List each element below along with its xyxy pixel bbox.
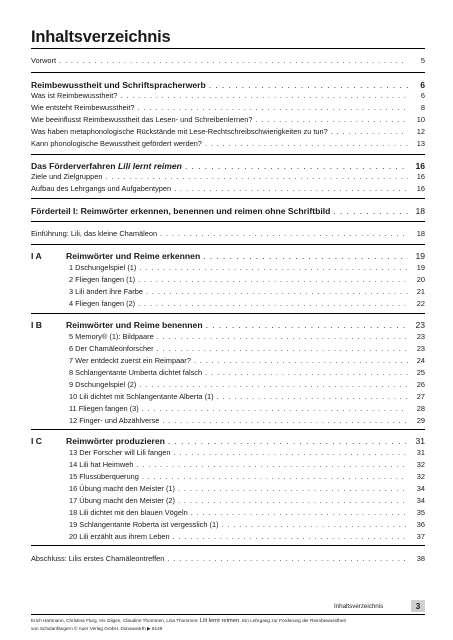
toc-entry-label: 17 Übung macht den Meister (2): [69, 496, 175, 505]
toc-entry[interactable]: [69, 508, 425, 518]
toc-entry-label: Was haben metaphonologische Rückstände mit Lese-Rechtschreibschwierigkeiten zu tun?: [31, 127, 328, 136]
page-number-badge: 3: [411, 600, 425, 612]
toc-page-number: 6: [420, 91, 425, 100]
toc-page-number: 24: [416, 356, 425, 365]
toc-entry-label: 2 Fliegen fangen (1): [69, 275, 136, 284]
toc-section-foerderverfahren[interactable]: [31, 160, 425, 172]
dot-leader: [138, 103, 408, 113]
toc-entry-label-text: Reimwörter und Reime erkennen: [66, 251, 201, 261]
toc-section-ic[interactable]: [31, 435, 425, 447]
section-rule: [31, 313, 425, 314]
toc-entry[interactable]: [69, 484, 425, 494]
toc-page-number: 23: [415, 320, 425, 330]
section-code: I C: [31, 436, 42, 446]
toc-entry-label: 15 Flussüberquerung: [69, 472, 139, 481]
toc-entry-einfuehrung[interactable]: [31, 229, 425, 239]
dot-leader: [137, 460, 409, 470]
toc-entry[interactable]: [31, 184, 425, 194]
toc-page-number: 10: [416, 115, 425, 124]
toc-page-number: 6: [420, 80, 425, 90]
dot-leader: [205, 139, 408, 149]
section-rule: [31, 244, 425, 245]
dot-leader: [333, 205, 408, 217]
toc-entry-label: Förderteil I: Reimwörter erkennen, benennen und reimen ohne Schriftbild: [31, 206, 331, 216]
toc-entry-label: Abschluss: Lilis erstes Chamäleontreffen: [31, 554, 165, 563]
toc-entry-label: Was ist Reimbewusstheit?: [31, 91, 118, 100]
toc-page-number: 8: [420, 103, 425, 112]
toc-page-number: 35: [416, 508, 425, 517]
toc-entry[interactable]: [69, 532, 425, 542]
toc-entry-label: 4 Fliegen fangen (2): [69, 299, 136, 308]
dot-leader: [222, 520, 408, 530]
toc-entry[interactable]: [69, 448, 425, 458]
section-code: I A: [31, 251, 42, 261]
toc-page-number: 31: [416, 448, 425, 457]
toc-section-ib[interactable]: [31, 319, 425, 331]
toc-page-number: 19: [416, 263, 425, 272]
dot-leader: [168, 435, 408, 447]
toc-section-foerderteil-1[interactable]: [31, 205, 425, 217]
dot-leader: [157, 332, 408, 342]
dot-leader: [173, 448, 408, 458]
toc-page-number: 23: [416, 332, 425, 341]
dot-leader: [142, 404, 408, 414]
dot-leader: [185, 160, 408, 172]
page-title: Inhaltsverzeichnis: [31, 28, 171, 46]
toc-entry-label-part: Das Förderverfahren: [31, 161, 118, 171]
footer-section-label: Inhaltsverzeichnis: [334, 603, 384, 610]
footer-rule: [31, 614, 425, 615]
footer-credit-subtitle: Ein Lehrgang zur Förderung der Reimbewusstheit: [240, 618, 346, 623]
toc-entry-label: 5 Memory® (1): Bildpaare: [69, 332, 154, 341]
toc-page-number: 32: [416, 472, 425, 481]
toc-entry-label: Vorwort: [31, 56, 57, 65]
toc-entry[interactable]: [69, 460, 425, 470]
toc-entry-label: 19 Schlangentante Roberta ist vergesslich (1): [69, 520, 219, 529]
footer-credit-authors: Erich Hartmann, Christina Flurg, Iris Gilgen, Claudine Thommen, Lisa Thommen:: [31, 618, 200, 623]
toc-page-number: 18: [415, 206, 425, 216]
footer-credit-publisher: von Schulanfängern © Auer Verlag GmbH, Donauwörth ▶ 6149: [31, 626, 163, 631]
book-title-italic: Lili lernt reimen: [117, 161, 182, 171]
dot-leader: [173, 532, 408, 542]
toc-page-number: 34: [416, 496, 425, 505]
toc-entry-label: 1 Dschungelspiel (1): [69, 263, 137, 272]
toc-entry-label: 16 Übung macht den Meister (1): [69, 484, 175, 493]
toc-entry-label: [31, 250, 200, 262]
toc-page-number: 25: [416, 368, 425, 377]
toc-entry[interactable]: [31, 127, 425, 137]
dot-leader: [59, 56, 408, 66]
toc-entry-label: Kann phonologische Bewusstheit gefördert werden?: [31, 139, 202, 148]
toc-entry[interactable]: [31, 103, 425, 113]
toc-entry-label: 9 Dschungelspiel (2): [69, 380, 137, 389]
toc-entry[interactable]: [69, 392, 425, 402]
dot-leader: [255, 115, 408, 125]
toc-entry[interactable]: [69, 356, 425, 366]
toc-entry-label: 11 Fliegen fangen (3): [69, 404, 139, 413]
toc-page-number: 22: [416, 299, 425, 308]
toc-page-number: 12: [416, 127, 425, 136]
dot-leader: [203, 250, 408, 262]
toc-entry[interactable]: [69, 380, 425, 390]
toc-page-number: 32: [416, 460, 425, 469]
toc-entry-label: 6 Der Chamäleonforscher: [69, 344, 154, 353]
toc-section-reimbewusstheit[interactable]: [31, 79, 425, 91]
dot-leader: [167, 554, 408, 564]
toc-entry-label-text: Reimwörter produzieren: [66, 436, 165, 446]
section-rule: [31, 221, 425, 222]
toc-page-number: 16: [416, 172, 425, 181]
toc-entry-label: 7 Wer entdeckt zuerst ein Reimpaar?: [69, 356, 191, 365]
toc-section-ia[interactable]: [31, 250, 425, 262]
dot-leader: [194, 356, 408, 366]
toc-entry-vorwort[interactable]: [31, 56, 425, 66]
toc-entry-abschluss[interactable]: [31, 554, 425, 564]
section-rule: [31, 154, 425, 155]
toc-entry-label: [31, 319, 203, 331]
dot-leader: [205, 368, 408, 378]
toc-entry[interactable]: [31, 115, 425, 125]
toc-entry-label: Einführung: Lili, das kleine Chamäleon: [31, 229, 158, 238]
toc-entry-label: 12 Finger- und Abzählverse: [69, 416, 160, 425]
title-rule: [31, 48, 425, 49]
toc-page-number: 29: [416, 416, 425, 425]
dot-leader: [206, 319, 408, 331]
toc-entry[interactable]: [31, 91, 425, 101]
dot-leader: [106, 172, 409, 182]
toc-entry[interactable]: [69, 287, 425, 297]
toc-entry[interactable]: [69, 299, 425, 309]
toc-page-number: 20: [416, 275, 425, 284]
dot-leader: [138, 275, 408, 285]
toc-entry-label: 13 Der Forscher will Lili fangen: [69, 448, 171, 457]
dot-leader: [138, 299, 408, 309]
section-rule: [31, 429, 425, 430]
dot-leader: [191, 508, 408, 518]
toc-entry-label: [31, 435, 165, 447]
toc-entry[interactable]: [69, 472, 425, 482]
toc-page-number: 5: [420, 56, 425, 65]
toc-page-number: 28: [416, 404, 425, 413]
toc-entry-label: 14 Lili hat Heimweh: [69, 460, 134, 469]
toc-entry[interactable]: [69, 520, 425, 530]
dot-leader: [120, 91, 408, 101]
toc-entry-label: 18 Lili dichtet mit den blauen Vögeln: [69, 508, 188, 517]
section-rule: [31, 198, 425, 199]
toc-entry[interactable]: [69, 416, 425, 426]
toc-entry-label-text: Reimwörter und Reime benennen: [66, 320, 203, 330]
toc-entry-label: 10 Lili dichtet mit Schlangentante Alberta (1): [69, 392, 214, 401]
toc-entry-label: 20 Lili erzählt aus ihrem Leben: [69, 532, 170, 541]
toc-entry[interactable]: [31, 172, 425, 182]
dot-leader: [157, 344, 408, 354]
section-rule: [31, 72, 425, 73]
dot-leader: [146, 287, 408, 297]
section-code: I B: [31, 320, 42, 330]
dot-leader: [142, 472, 408, 482]
section-rule: [31, 545, 425, 546]
dot-leader: [178, 484, 408, 494]
toc-entry[interactable]: [69, 368, 425, 378]
dot-leader: [178, 496, 408, 506]
toc-entry[interactable]: [69, 332, 425, 342]
toc-page-number: 16: [415, 161, 425, 171]
dot-leader: [162, 416, 408, 426]
toc-entry-label: [31, 160, 182, 172]
dot-leader: [217, 392, 408, 402]
toc-entry-label: Wie entsteht Reimbewusstheit?: [31, 103, 135, 112]
toc-entry[interactable]: [69, 263, 425, 273]
toc-page-number: 18: [416, 229, 425, 238]
toc-page-number: 26: [416, 380, 425, 389]
dot-leader: [209, 79, 408, 91]
toc-page-number: 38: [416, 554, 425, 563]
toc-page-number: 19: [415, 251, 425, 261]
toc-page-number: 36: [416, 520, 425, 529]
toc-entry-label: Ziele und Zielgruppen: [31, 172, 103, 181]
dot-leader: [160, 229, 408, 239]
toc-page-number: 13: [416, 139, 425, 148]
toc-page-number: 34: [416, 484, 425, 493]
toc-page-number: 16: [416, 184, 425, 193]
toc-entry[interactable]: [69, 404, 425, 414]
toc-entry-label: 8 Schlangentante Umberta dichtet falsch: [69, 368, 203, 377]
toc-page-number: 21: [416, 287, 425, 296]
toc-page-number: 37: [416, 532, 425, 541]
toc-entry-label: Aufbau des Lehrgangs und Aufgabentypen: [31, 184, 172, 193]
toc-entry-label: Reimbewusstheit und Schriftspracherwerb: [31, 80, 206, 90]
toc-page-number: 31: [415, 436, 425, 446]
dot-leader: [331, 127, 408, 137]
toc-entry[interactable]: [69, 344, 425, 354]
dot-leader: [139, 380, 408, 390]
toc-entry[interactable]: [69, 275, 425, 285]
toc-page-number: 23: [416, 344, 425, 353]
dot-leader: [139, 263, 408, 273]
footer-credit-title: Lili lernt reimen.: [199, 618, 241, 624]
toc-entry-label: 3 Lili ändert ihre Farbe: [69, 287, 143, 296]
toc-entry[interactable]: [31, 139, 425, 149]
toc-entry-label: Wie beeinflusst Reimbewusstheit das Lesen- und Schreibenlernen?: [31, 115, 253, 124]
toc-page-number: 27: [416, 392, 425, 401]
toc-entry[interactable]: [69, 496, 425, 506]
dot-leader: [174, 184, 408, 194]
footer-credit: [31, 617, 425, 632]
